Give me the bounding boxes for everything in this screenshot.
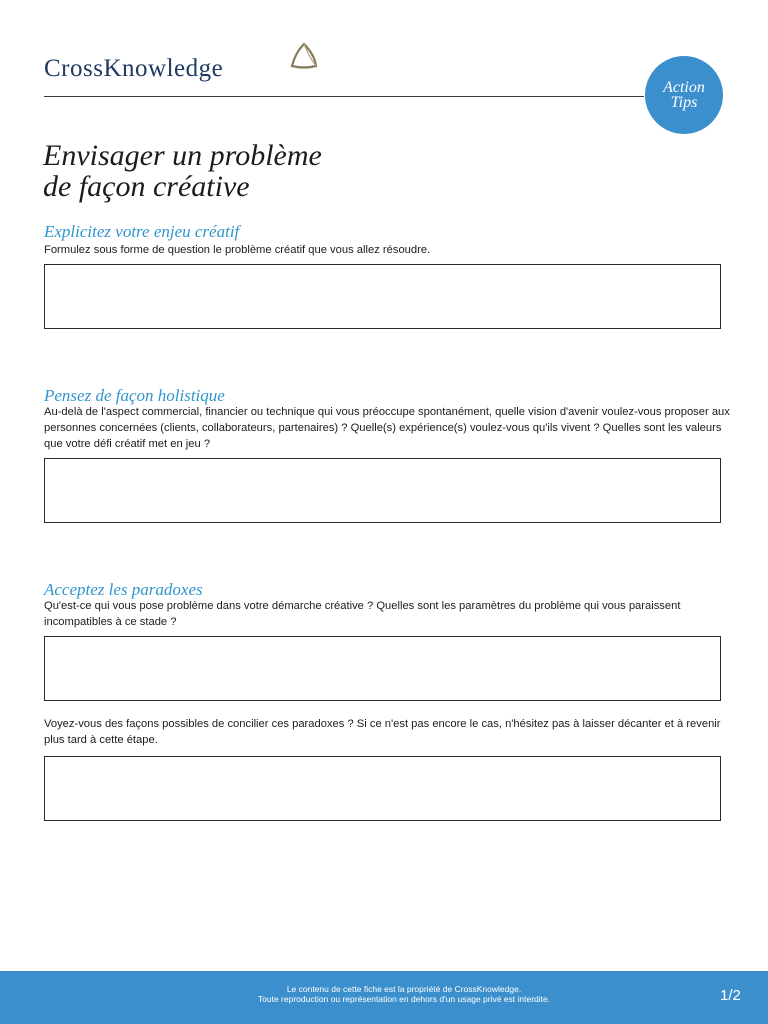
footer-line-1: Le contenu de cette fiche est la propriété de CrossKnowledge. [286, 984, 522, 994]
section-text-conciliation: Voyez-vous des façons possibles de concilier ces paradoxes ? Si ce n'est pas encore le cas, n'hésitez pas à laisser décanter et à revenir plus tard à cette étape. [44, 718, 721, 746]
header-divider [44, 96, 644, 97]
answer-field-conciliation[interactable] [44, 756, 721, 821]
brand-logo [44, 56, 223, 81]
logo-mark-icon [288, 41, 320, 73]
section-text-holistique: Au-delà de l'aspect commercial, financier ou technique qui vous préoccupe spontanément, quelle vision d'avenir voulez-vous proposer aux personnes concernées (clients, collaborateurs, partenaires) ? Quelle(s) expérience(s) voulez-vous qu'ils vivent ? Quelles sont les valeurs que votre défi créatif met en jeu ? [44, 406, 730, 450]
section-text-enjeu: Formulez sous forme de question le problème créatif que vous allez résoudre. [44, 244, 431, 256]
page-title [43, 140, 322, 202]
footer-legal [0, 984, 768, 1004]
footer-line-2: Toute reproduction ou représentation en dehors d'un usage privé est interdite. [257, 994, 551, 1004]
answer-field-paradoxes[interactable] [44, 636, 721, 701]
action-tips-badge [645, 56, 723, 134]
section-text-paradoxes: Qu'est-ce qui vous pose problème dans votre démarche créative ? Quelles sont les paramètres du problème qui vous paraissent incompatibles à ce stade ? [44, 600, 681, 628]
title-line-2: de façon créative [43, 170, 250, 203]
title-line-1: Envisager un problème [43, 139, 322, 172]
badge-line-1: Action [663, 79, 705, 96]
answer-field-enjeu[interactable] [44, 264, 721, 329]
footer-bar [0, 971, 768, 1024]
section-heading-enjeu: Explicitez votre enjeu créatif [44, 222, 240, 241]
brand-name: CrossKnowledge [44, 55, 224, 82]
answer-field-holistique[interactable] [44, 458, 721, 523]
badge-line-2: Tips [670, 94, 698, 111]
page-number: 1/2 [720, 987, 741, 1004]
section-heading-paradoxes: Acceptez les paradoxes [44, 580, 203, 599]
section-heading-holistique: Pensez de façon holistique [44, 386, 225, 405]
